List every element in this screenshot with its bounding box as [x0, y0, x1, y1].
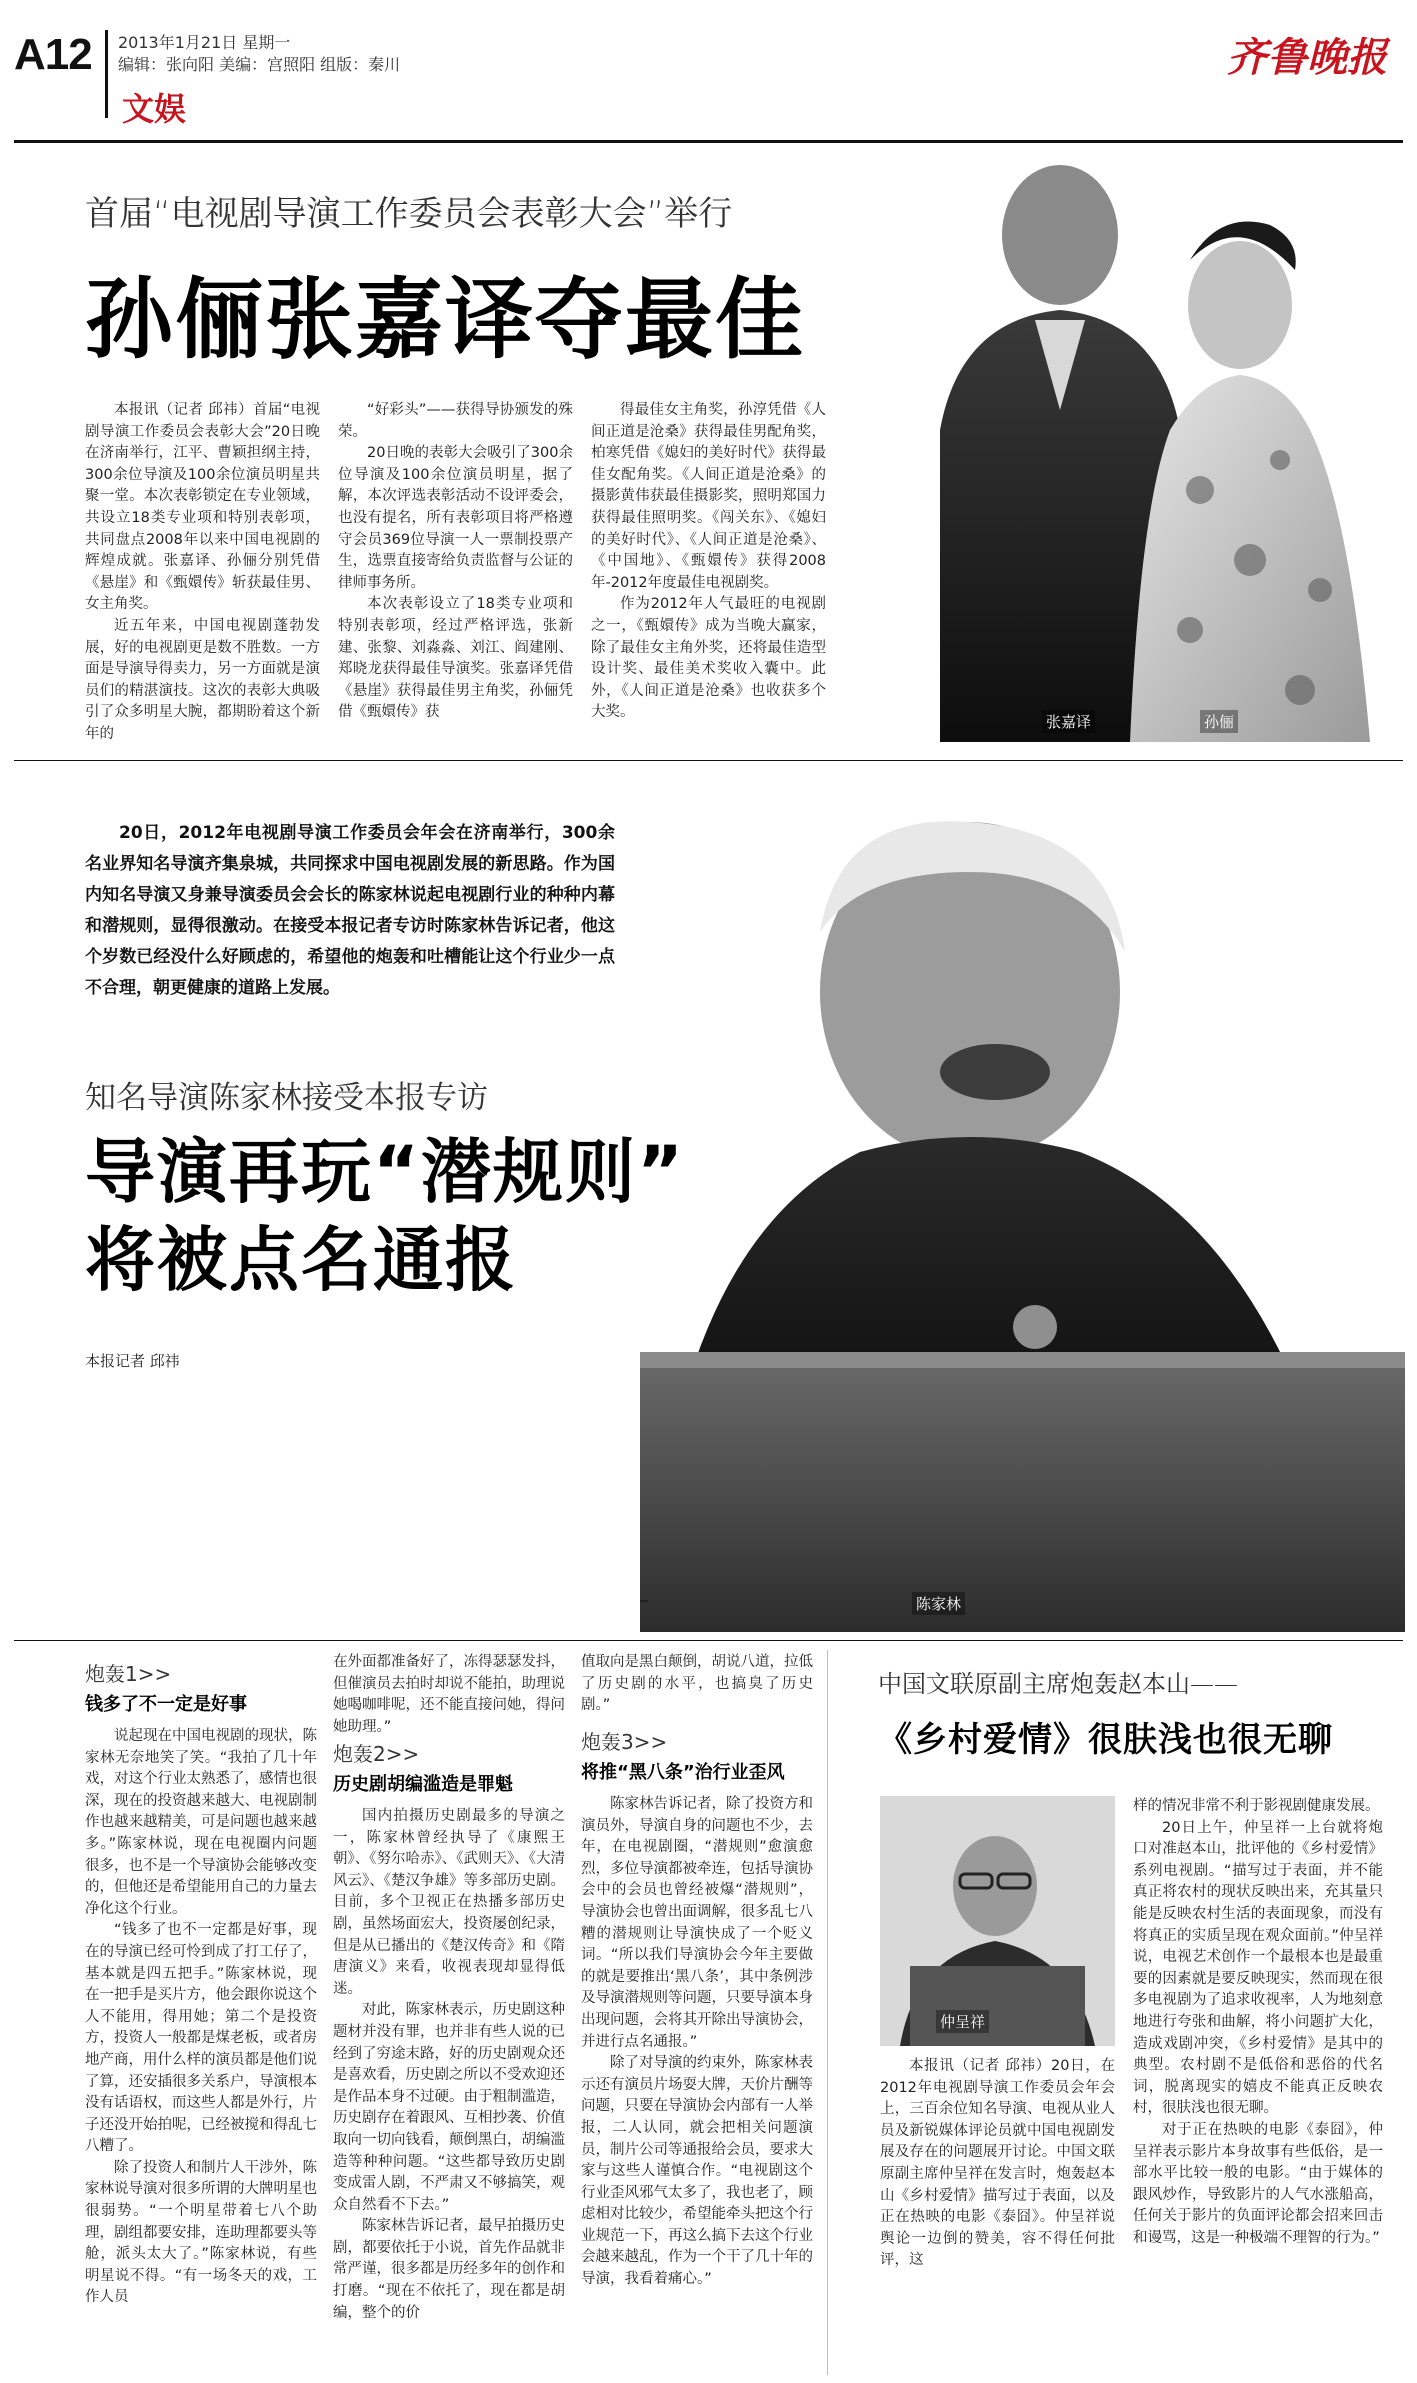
story2-photo	[640, 812, 1405, 1632]
story3-column-a	[880, 2056, 1115, 2376]
caption-zhang-jiayi: 张嘉译	[1042, 710, 1095, 733]
caption-zhong-chengxiang: 仲呈祥	[936, 2010, 989, 2033]
story3-b-p3: 对于正在热映的电影《泰囧》，仲呈祥表示影片本身故事有些低俗，是一部水平比较一般的电影。“由于媒体的跟风炒作，导致影片的人气水涨船高，任何关于影片的负面评论都会招来回击和谩骂，这是一种极端不理智的行为。”	[1133, 2121, 1383, 2246]
story2-headline-line1: 导演再玩“潜规则”	[85, 1131, 686, 1213]
masthead-divider	[105, 30, 108, 118]
story1-bottom-rule	[14, 760, 1403, 761]
story3-a-p1: 本报讯（记者 邱祎）20日，在2012年电视剧导演工作委员会年会上，三百余位知名导演、电视从业人员及新锐媒体评论员就中国电视剧发展及存在的问题展开讨论。中国文联原副主席仲呈祥在发言时，炮轰赵本山《乡村爱情》描写过于表面，以及正在热映的电影《泰囧》。仲呈祥说舆论一边倒的赞美，容不得任何批评，这	[880, 2058, 1115, 2269]
caption-chen-jialin: 陈家林	[912, 1592, 965, 1615]
story1-c3-p2: 作为2012年人气最旺的电视剧之一，《甄嬛传》成为当晚大赢家，除了最佳女主角外奖，还将最佳造型设计奖、最佳美术奖收入囊中。此外，《人间正道是沧桑》也收获多个大奖。	[591, 596, 826, 721]
actress-head	[1188, 241, 1292, 369]
section2-label: 炮轰2>>	[333, 1742, 420, 1766]
section3-intro	[581, 1652, 813, 1724]
section-name: 文娱	[122, 90, 187, 128]
section3-p1: 陈家林告诉记者，除了投资方和演员外，导演自身的问题也不少，去年，在电视剧圈，“潜规则”愈演愈烈，多位导演都被牵连，包括导演协会中的会员也曾经被爆“潜规则”，导演协会也曾出面调解，很多乱七八糟的潜规则让导演快成了一个贬义词。“所以我们导演协会今年主要做的就是要推出‘黑八条’，其中条例涉及导演潜规则等问题，只要导演本身出现问题，会将其开除出导演协会，并进行点名通报。”	[581, 1796, 813, 2050]
story1-c2-p1: “好彩头”——获得导协颁发的殊荣。	[338, 402, 573, 440]
story1-c1-p2: 近五年来，中国电视剧蓬勃发展，好的电视剧更是数不胜数。一方面是导演导得卖力，另一方面就是演员们的精湛演技。这次的表彰大典吸引了众多明星大腕，都期盼着这个新年的	[85, 617, 320, 742]
director-photo-illustration	[640, 812, 1405, 1632]
story1-headline: 孙俪张嘉译夺最佳	[85, 268, 806, 371]
section2-title: 历史剧胡编滥造是罪魁	[333, 1774, 513, 1795]
actors-photo-illustration	[900, 130, 1400, 742]
director-mouth	[940, 1044, 1050, 1100]
section3-body	[581, 1794, 813, 2376]
newspaper-logo: 齐鲁晚报	[1227, 34, 1387, 81]
story1-column-3	[591, 400, 826, 760]
story1-c2-p3: 本次表彰设立了18类专业项和特别表彰项，经过严格评选，张新建、张黎、刘淼淼、刘江、阎建刚、郑晓龙获得最佳导演奖。张嘉译凭借《悬崖》获得最佳男主角奖，孙俪凭借《甄嬛传》获	[338, 596, 573, 721]
story3-kicker: 中国文联原副主席炮轰赵本山——	[878, 1670, 1238, 1698]
actor-head	[1002, 165, 1118, 305]
section2-intro	[333, 1652, 565, 1735]
story1-photo	[900, 130, 1400, 742]
story1-kicker: 首届“电视剧导演工作委员会表彰大会”举行	[85, 194, 733, 234]
story2-lead	[85, 818, 615, 1004]
page-number: A12	[14, 30, 92, 79]
story3-divider	[827, 1650, 828, 2375]
section2-body	[333, 1806, 565, 2376]
speaker-head	[953, 1836, 1037, 1936]
story1-c3-p1: 得最佳女主角奖，孙淳凭借《人间正道是沧桑》获得最佳男配角奖，柏寒凭借《媳妇的美好时代》获得最佳女配角奖。《人间正道是沧桑》的摄影黄伟获最佳摄影奖，照明郑国力获得最佳照明奖。《闯关东》、《媳妇的美好时代》、《人间正道是沧桑》、《中国地》、《甄嬛传》获得2008年-2012年度最佳电视剧奖。	[591, 402, 826, 591]
story3-photo	[880, 1796, 1115, 2046]
podium	[640, 1352, 1405, 1632]
story3-b-p2: 20日上午，仲呈祥一上台就将炮口对准赵本山，批评他的《乡村爱情》系列电视剧。“描写过于表面，并不能真正将农村的现状反映出来，充其量只能是反映农村生活的表面现象，而没有将真正的实质呈现在观众面前。”仲呈祥说，电视艺术创作一个最根本也是最重要的因素就是要反映现实，然而现在很多电视剧为了追求收视率，人为地刻意地进行夸张和曲解，将小问题扩大化，造成戏剧冲突，《乡村爱情》是其中的典型。农村剧不是低俗和恶俗的代名词，脱离现实的嬉皮不能真正反映农村，很肤浅也很无聊。	[1133, 1819, 1383, 2117]
podium-top	[640, 1352, 1405, 1368]
story2-photo-rule	[14, 1640, 1403, 1641]
story2-byline: 本报记者 邱祎	[85, 1352, 180, 1370]
story1-c1-p1: 本报讯（记者 邱祎）首届“电视剧导演工作委员会表彰大会”20日晚在济南举行，江平、曹颖担纲主持，300余位导演及100余位演员明星共聚一堂。本次表彰锁定在专业领域，共设立18类专业项和特别表彰项，共同盘点2008年以来中国电视剧的辉煌成就。张嘉译、孙俪分别凭借《悬崖》和《甄嬛传》斩获最佳男、女主角奖。	[85, 402, 320, 613]
story1-column-1	[85, 400, 320, 760]
caption-sun-li: 孙俪	[1200, 710, 1238, 733]
editors-line: 编辑：张向阳 美编：宫照阳 组版：秦川	[118, 55, 401, 74]
section2-intro-text: 在外面都准备好了，冻得瑟瑟发抖，但催演员去拍时却说不能拍，助理说她喝咖啡呢，还不能直接问她，得问她助理。”	[333, 1654, 565, 1735]
story2-kicker: 知名导演陈家林接受本报专访	[85, 1080, 488, 1116]
section3-label: 炮轰3>>	[581, 1730, 668, 1754]
director-badge	[1013, 1305, 1057, 1349]
date-line: 2013年1月21日 星期一	[118, 33, 291, 52]
story3-headline: 《乡村爱情》很肤浅也很无聊	[878, 1720, 1333, 1760]
story3-column-b	[1133, 1796, 1383, 2376]
story3-b-p1: 样的情况非常不利于影视剧健康发展。	[1133, 1798, 1380, 1814]
section1-p3: 除了投资人和制片人干涉外，陈家林说导演对很多所谓的大牌明星也很弱势。“一个明星带着七八个助理，剧组都要安排，连助理都要头等舱，派头太大了。”陈家林说，有些明星说不得。“有一场冬天的戏，工作人员	[85, 2159, 317, 2306]
zhong-chengxiang-photo-illustration	[880, 1796, 1115, 2046]
section1-p1: 说起现在中国电视剧的现状，陈家林无奈地笑了笑。“我拍了几十年戏，对这个行业太熟悉了，感情也很深，现在的投资越来越大、电视剧制作也越来越精美，可是问题也越来越多。”陈家林说，现在电视圈内问题很多，也不是一个导演协会能够改变的，但他还是希望能用自己的力量去净化这个行业。	[85, 1728, 317, 1917]
section2-p2: 对此，陈家林表示，历史剧这种题材并没有罪，也并非有些人说的已经到了穷途末路，好的历史剧观众还是喜欢看，历史剧之所以不受欢迎还是作品本身不过硬。由于粗制滥造，历史剧存在着跟风、互相抄袭、价值取向一切向钱看，颠倒黑白，胡编滥造等种种问题。“这些都导致历史剧变成雷人剧，不严肃又不够搞笑，观众自然看不下去。”	[333, 2002, 565, 2213]
section3-intro-text: 值取向是黑白颠倒，胡说八道，拉低了历史剧的水平，也搞臭了历史剧。”	[581, 1654, 813, 1714]
section3-title: 将推“黑八条”治行业歪风	[581, 1762, 785, 1783]
section3-p2: 除了对导演的约束外，陈家林表示还有演员片场耍大牌，天价片酬等问题，只要在导演协会内部有一人举报，二人认同，就会把相关问题演员，制片公司等通报给会员，要求大家与这些人谨慎合作。“电视剧这个行业歪风邪气太多了，我也老了，顾虑相对比较少，希望能牵头把这个行业规范一下，再这么搞下去这个行业会越来越乱，作为一个干了几十年的导演，我看着痛心。”	[581, 2055, 813, 2288]
speaker-podium	[910, 1966, 1085, 2046]
section1-body	[85, 1726, 317, 2376]
section1-title: 钱多了不一定是好事	[85, 1694, 247, 1715]
section2-p3: 陈家林告诉记者，最早拍摄历史剧，都要依托于小说，首先作品就非常严谨，很多都是历经多年的创作和打磨。“现在不依托了，现在都是胡编，整个的价	[333, 2218, 565, 2321]
story2-headline-line2: 将被点名通报	[85, 1219, 517, 1301]
story2-lead-paragraph: 20日，2012年电视剧导演工作委员会年会在济南举行，300余名业界知名导演齐集泉城，共同探求中国电视剧发展的新思路。作为国内知名导演又身兼导演委员会会长的陈家林说起电视剧行业的种种内幕和潜规则，显得很激动。在接受本报记者专访时陈家林告诉记者，他这个岁数已经没什么好顾虑的，希望他的炮轰和吐槽能让这个行业少一点不合理，朝更健康的道路上发展。	[85, 823, 615, 998]
story1-c2-p2: 20日晚的表彰大会吸引了300余位导演及100余位演员明星，据了解，本次评选表彰活动不设评委会，也没有提名，所有表彰项目将严格遵守会员369位导演一人一票制投票产生，选票直接寄给负责监督与公证的律师事务所。	[338, 445, 573, 591]
section1-label: 炮轰1>>	[85, 1662, 172, 1686]
section2-p1: 国内拍摄历史剧最多的导演之一，陈家林曾经执导了《康熙王朝》、《努尔哈赤》、《武则天》、《大清风云》、《楚汉争雄》等多部历史剧。目前，多个卫视正在热播多部历史剧，虽然场面宏大，投资屡创纪录，但是从已播出的《楚汉传奇》和《隋唐演义》来看，收视表现却显得低迷。	[333, 1808, 565, 1997]
section1-p2: “钱多了也不一定都是好事，现在的导演已经可怜到成了打工仔了，基本就是四五把手。”陈家林说，现在一把手是买片方，他会跟你说这个人不能用，得用她；第二个是投资方，投资人一般都是煤老板，或者房地产商，用什么样的演员都是他们说了算，还安插很多关系户，导演根本没有话语权，而这些人都是外行，片子还没开始拍呢，已经被搅和得乱七八糟了。	[85, 1922, 317, 2155]
story1-column-2	[338, 400, 573, 760]
caption-chen-jialin-anchor	[640, 1600, 648, 1602]
